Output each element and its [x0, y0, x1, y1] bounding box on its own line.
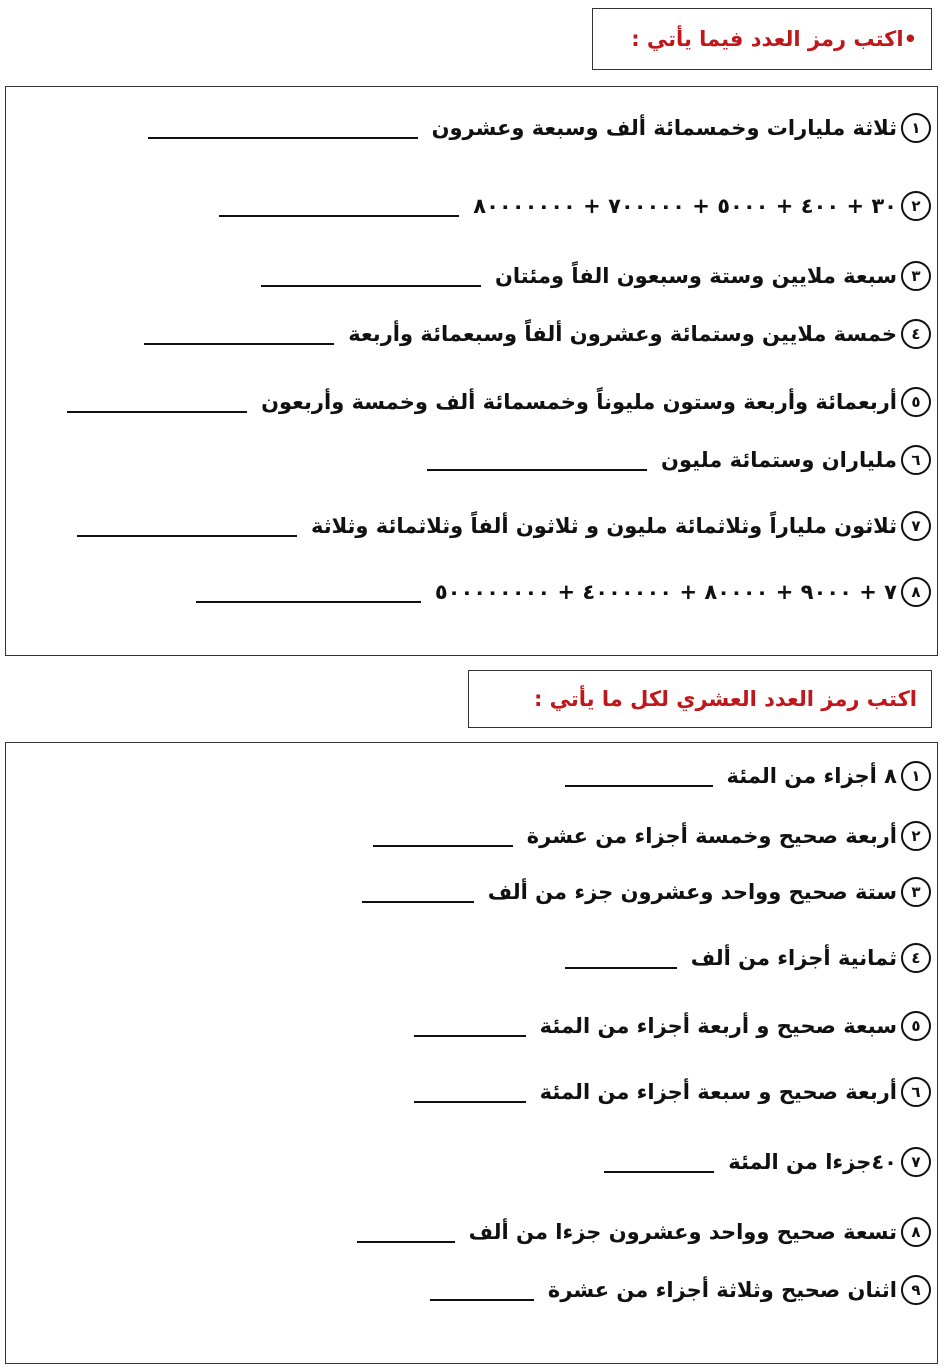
answer-blank[interactable]: [604, 1171, 714, 1173]
section2-title: [468, 670, 932, 728]
section1-item-5: [67, 382, 931, 422]
answer-blank[interactable]: [414, 1035, 526, 1037]
item-number-badge: ٩: [901, 1275, 931, 1305]
section1-item-1: [148, 108, 931, 148]
answer-blank[interactable]: [67, 411, 247, 413]
section2-item-2: [373, 816, 931, 856]
answer-blank[interactable]: [565, 785, 713, 787]
item-number-badge: ٥: [901, 1011, 931, 1041]
item-number-badge: ٨: [901, 577, 931, 607]
section1-item-4: [144, 314, 931, 354]
answer-blank[interactable]: [373, 845, 513, 847]
section2-item-8: [357, 1212, 931, 1252]
section2-item-9: [430, 1270, 931, 1310]
answer-blank[interactable]: [148, 137, 418, 139]
item-text: تسعة صحيح وواحد وعشرون جزءا من ألف: [468, 1219, 897, 1244]
answer-blank[interactable]: [427, 469, 647, 471]
section1-item-8: [196, 572, 931, 612]
answer-blank[interactable]: [362, 901, 474, 903]
item-number-badge: ٦: [901, 445, 931, 475]
item-text: ثلاثون ملياراً وثلاثمائة مليون و ثلاثون ألفاً وثلاثمائة وثلاثة: [310, 513, 897, 538]
item-text: ثمانية أجزاء من ألف: [690, 945, 897, 970]
item-number-badge: ١: [901, 761, 931, 791]
answer-blank[interactable]: [261, 285, 481, 287]
section2-item-4: [565, 938, 931, 978]
section2-item-5: [414, 1006, 931, 1046]
answer-blank[interactable]: [357, 1241, 455, 1243]
answer-blank[interactable]: [219, 215, 459, 217]
item-text: ثلاثة مليارات وخمسمائة ألف وسبعة وعشرون: [431, 115, 897, 140]
item-number-badge: ٨: [901, 1217, 931, 1247]
item-text: أربعة صحيح وخمسة أجزاء من عشرة: [526, 823, 897, 848]
item-text: سبعة ملايين وستة وسبعون الفاً ومئتان: [495, 263, 897, 288]
answer-blank[interactable]: [144, 343, 334, 345]
item-text: خمسة ملايين وستمائة وعشرون ألفاً وسبعمائة وأربعة: [348, 321, 897, 346]
item-number-badge: ٦: [901, 1077, 931, 1107]
answer-blank[interactable]: [77, 535, 297, 537]
item-text: أربعمائة وأربعة وستون مليوناً وخمسمائة ألف وخمسة وأربعون: [261, 389, 897, 414]
section1-title: [592, 8, 932, 70]
item-text: اثنان صحيح وثلاثة أجزاء من عشرة: [547, 1277, 897, 1302]
item-text: ٧ + ٩٠٠٠ + ٨٠٠٠٠ + ٤٠٠٠٠٠٠ + ٥٠٠٠٠٠٠٠٠: [434, 579, 897, 604]
section2-item-6: [414, 1072, 931, 1112]
item-number-badge: ٧: [901, 511, 931, 541]
section2-title-text: اكتب رمز العدد العشري لكل ما يأتي :: [533, 687, 917, 711]
section1-frame: [5, 86, 938, 656]
item-number-badge: ٤: [901, 319, 931, 349]
item-number-badge: ١: [901, 113, 931, 143]
item-text: ملياران وستمائة مليون: [661, 447, 897, 472]
section1-item-2: [219, 186, 931, 226]
item-number-badge: ٥: [901, 387, 931, 417]
section1-item-7: [77, 506, 931, 546]
answer-blank[interactable]: [430, 1299, 534, 1301]
item-text: ٤٠جزءا من المئة: [728, 1149, 897, 1174]
section1-title-text: •اكتب رمز العدد فيما يأتي :: [631, 27, 917, 51]
item-text: ٨ أجزاء من المئة: [726, 763, 897, 788]
answer-blank[interactable]: [565, 967, 677, 969]
item-text: ٣٠ + ٤٠٠ + ٥٠٠٠ + ٧٠٠٠٠٠ + ٨٠٠٠٠٠٠٠: [473, 193, 897, 218]
item-text: أربعة صحيح و سبعة أجزاء من المئة: [539, 1079, 897, 1104]
item-number-badge: ٤: [901, 943, 931, 973]
item-number-badge: ٣: [901, 877, 931, 907]
section1-item-6: [427, 440, 931, 480]
section2-item-7: [604, 1142, 931, 1182]
item-text: ستة صحيح وواحد وعشرون جزء من ألف: [487, 879, 897, 904]
section2-item-1: [565, 756, 931, 796]
item-number-badge: ٢: [901, 821, 931, 851]
item-number-badge: ٧: [901, 1147, 931, 1177]
answer-blank[interactable]: [196, 601, 421, 603]
section2-item-3: [362, 872, 931, 912]
answer-blank[interactable]: [414, 1101, 526, 1103]
item-number-badge: ٣: [901, 261, 931, 291]
item-number-badge: ٢: [901, 191, 931, 221]
section1-item-3: [261, 256, 931, 296]
item-text: سبعة صحيح و أربعة أجزاء من المئة: [539, 1013, 897, 1038]
